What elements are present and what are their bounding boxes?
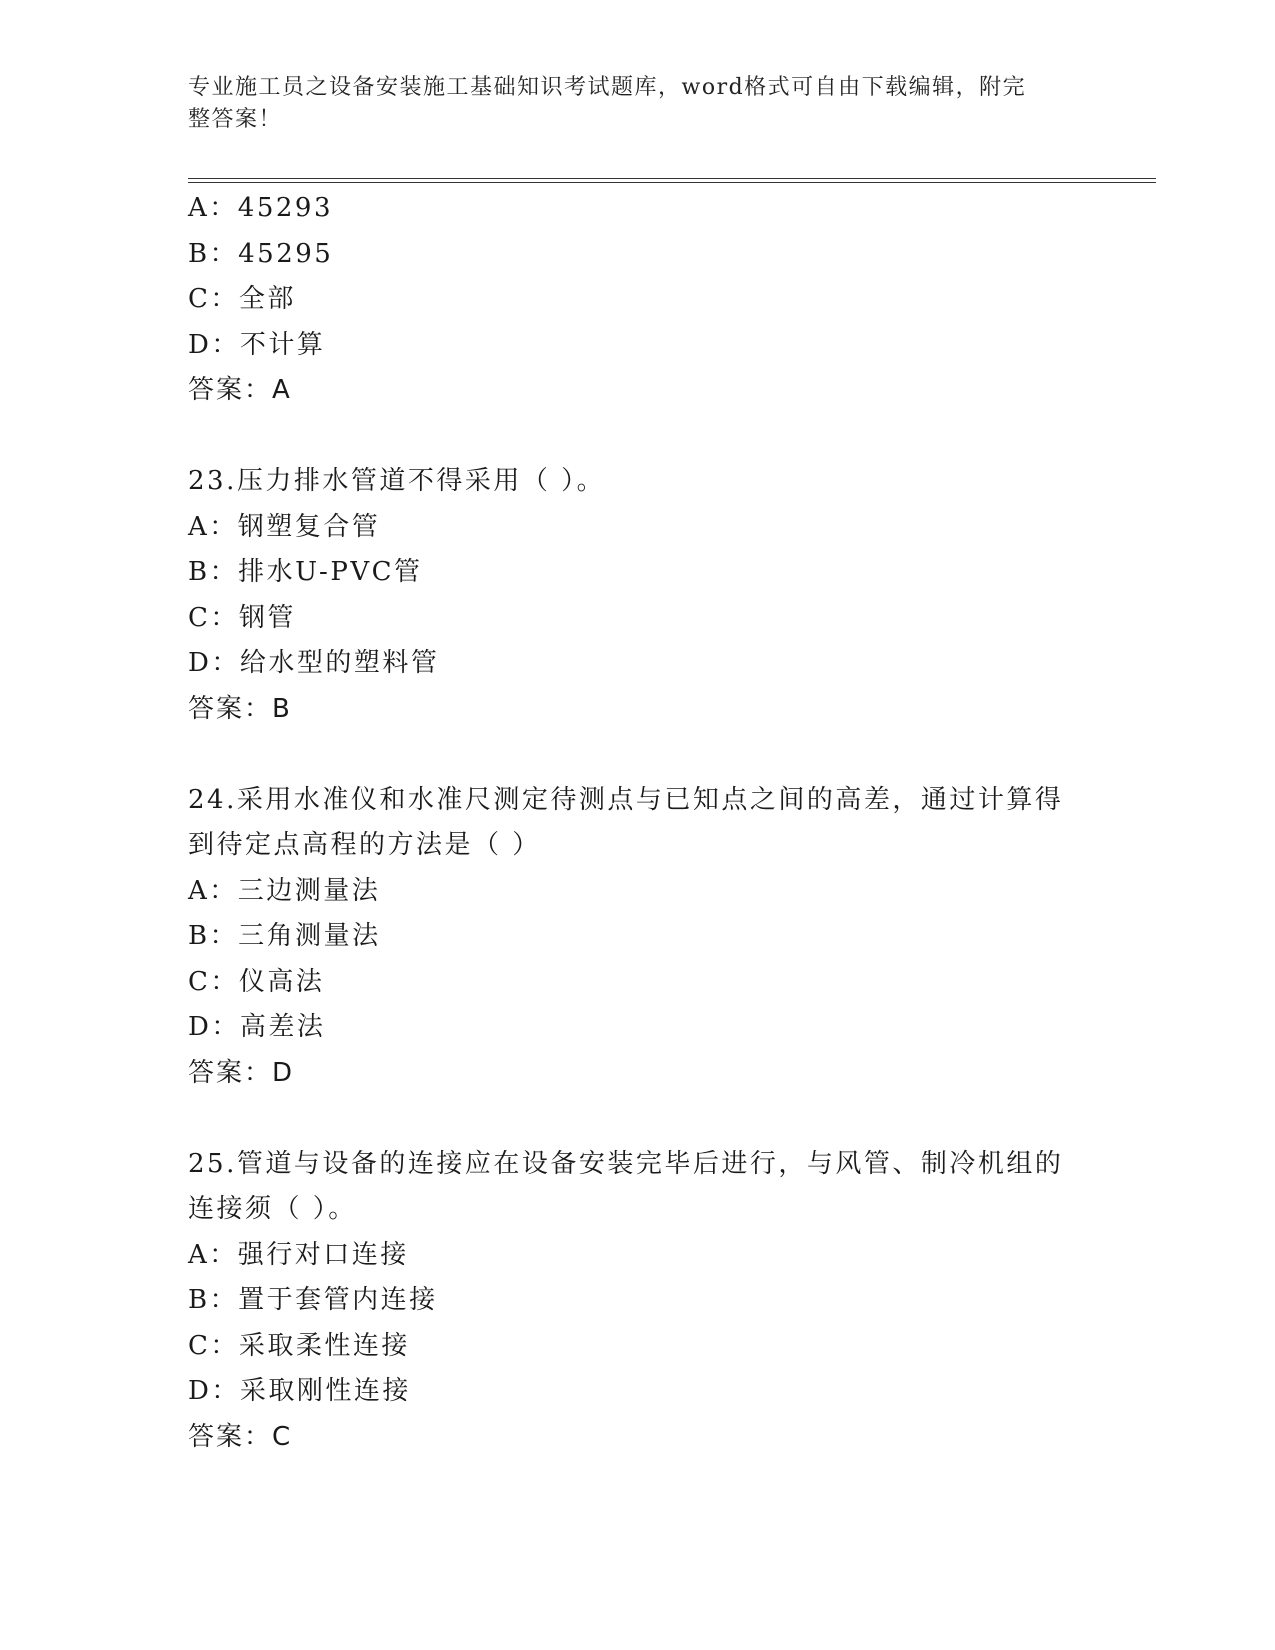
option-a: A：45293 [188, 193, 333, 223]
question-list [188, 186, 1088, 1460]
header-line-2: 整答案！ [188, 107, 283, 132]
header-line-1: 专业施工员之设备安装施工基础知识考试题库，word格式可自由下载编辑，附完 [188, 75, 1027, 100]
document-header [188, 72, 1088, 136]
question-22 [188, 186, 1088, 414]
option-a: A：钢塑复合管 [188, 511, 381, 542]
option-c: C：全部 [188, 284, 296, 314]
answer-line: 答案：A [188, 375, 292, 405]
spacer [188, 414, 1088, 460]
option-b: B：排水U-PVC管 [188, 557, 423, 587]
option-a: A：三边测量法 [188, 875, 381, 906]
option-d: D：高差法 [188, 1012, 326, 1042]
answer-line: 答案：B [188, 693, 292, 724]
question-25 [188, 1142, 1088, 1461]
question-stem-line-2: 到待定点高程的方法是（ ） [188, 830, 541, 860]
option-b: B：置于套管内连接 [188, 1285, 438, 1315]
question-stem-line-2: 连接须（ ）。 [188, 1194, 357, 1224]
option-a: A：强行对口连接 [188, 1239, 409, 1270]
question-24 [188, 778, 1088, 1097]
option-d: D：不计算 [188, 329, 326, 360]
option-d: D：采取刚性连接 [188, 1376, 411, 1406]
option-b: B：45295 [188, 238, 334, 269]
option-d: D：给水型的塑料管 [188, 648, 440, 678]
header-divider [188, 178, 1156, 183]
answer-line: 答案：C [188, 1421, 293, 1452]
question-23 [188, 459, 1088, 732]
option-c: C：仪高法 [188, 966, 325, 997]
spacer [188, 732, 1088, 778]
option-b: B：三角测量法 [188, 921, 381, 951]
option-c: C：钢管 [188, 602, 296, 633]
question-stem-line-1: 25.管道与设备的连接应在设备安装完毕后进行，与风管、制冷机组的 [188, 1148, 1064, 1179]
question-stem: 23.压力排水管道不得采用（ ）。 [188, 466, 606, 496]
question-stem-line-1: 24.采用水准仪和水准尺测定待测点与已知点之间的高差，通过计算得 [188, 784, 1064, 815]
spacer [188, 1096, 1088, 1142]
option-c: C：采取柔性连接 [188, 1330, 410, 1361]
answer-line: 答案：D [188, 1057, 295, 1088]
